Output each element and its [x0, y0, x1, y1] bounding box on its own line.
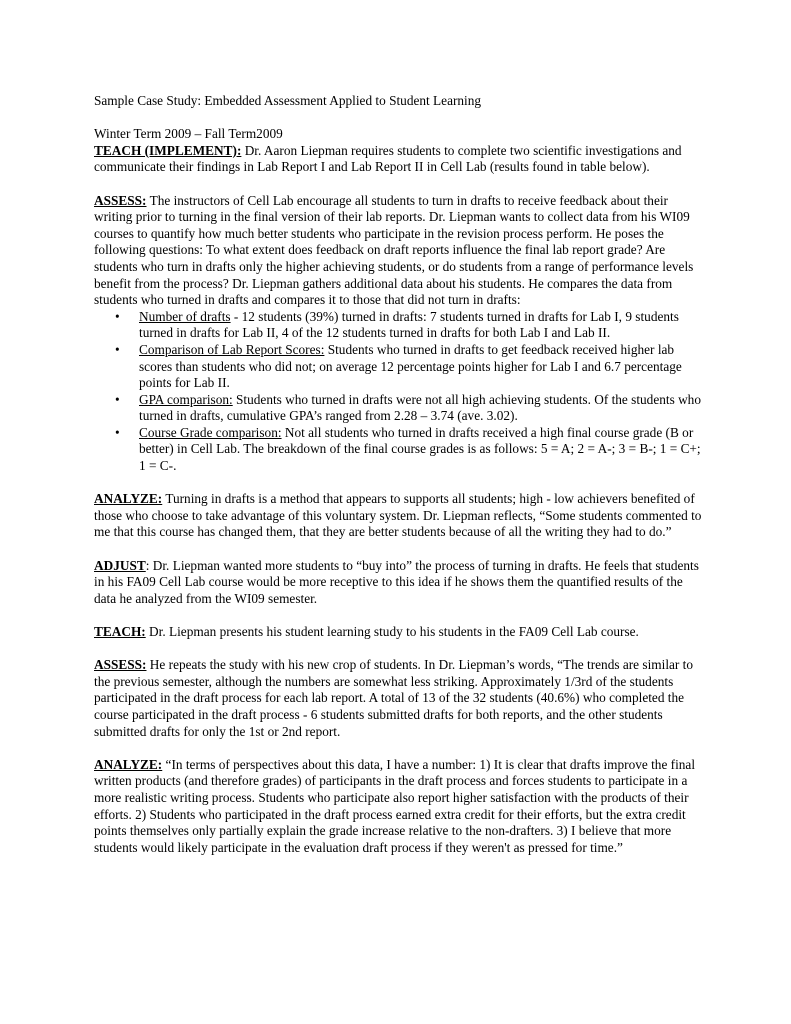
analyze-second-text: “In terms of perspectives about this data, I have a number: 1) It is clear that drafts improve the final written products (and therefore grades) of participants in the draft process and forces students to participate in a more realistic writing process. Students who participate also report higher satisfaction with the products of their efforts. 2) Students who participated in the draft process earned extra credit for their efforts, but the extra credit points themselves only partially explain the grade increase relative to the non-drafters. 3) I believe that more students would likely participate in the evaluation draft process if they weren't as pressed for time.” — [94, 756, 696, 855]
analyze-second-paragraph — [94, 757, 706, 857]
bullet-number-of-drafts — [94, 309, 706, 342]
bullet-text: Students who turned in drafts to get feedback received higher lab scores than students who did not; on average 12 percentage points higher for Lab I and 6.7 percentage points for Lab II. — [139, 341, 682, 391]
document-title: Sample Case Study: Embedded Assessment Applied to Student Learning — [94, 93, 482, 108]
bullet-icon: • — [115, 308, 120, 324]
bullet-text: - 12 students (39%) turned in drafts: 7 students turned in drafts for Lab I, 9 students turned in drafts for Lab II, 4 of the 12 students turned in drafts for both Lab I and Lab II. — [139, 308, 679, 341]
assess-second-text: He repeats the study with his new crop of students. In Dr. Liepman’s words, “The trends are similar to the previous semester, although the numbers are somewhat less striking. Approximately 1/3rd of the students participated in the draft process for each lab report. A total of 13 of the 32 students (40.6%) who completed the course participated in the draft process - 6 students submitted drafts for both reports, and the other students submitted drafts for only the 1st or 2nd report. — [94, 657, 694, 739]
bullet-label: GPA comparison: — [139, 391, 233, 407]
bullet-lab-report-scores — [94, 342, 706, 392]
teach-heading: TEACH: — [94, 624, 146, 639]
analyze-second-heading: ANALYZE: — [94, 756, 163, 772]
bullet-label: Comparison of Lab Report Scores: — [139, 341, 325, 357]
teach-text: Dr. Liepman presents his student learning study to his students in the FA09 Cell Lab course. — [145, 624, 639, 639]
bullet-icon: • — [115, 424, 120, 440]
bullet-icon: • — [115, 391, 120, 407]
teach-implement-text: Dr. Aaron Liepman requires students to complete two scientific investigations and communicate their findings in Lab Report I and Lab Report II in Cell Lab (results found in table below). — [94, 142, 682, 175]
bullet-icon: • — [115, 341, 120, 357]
bullet-text: Students who turned in drafts were not all high achieving students. Of the students who turned in drafts, cumulative GPA’s ranged from 2.28 – 3.74 (ave. 3.02). — [139, 391, 701, 424]
bullet-label: Course Grade comparison: — [139, 424, 282, 440]
analyze-paragraph — [94, 491, 706, 541]
analyze-text: Turning in drafts is a method that appears to supports all students; high - low achievers benefited of those who choose to take advantage of this voluntary system. Dr. Liepman reflects, “Some students commented to me that this course has changed them, that they are better students because of all the writing they had to do.” — [94, 491, 702, 540]
teach-implement-heading: TEACH (IMPLEMENT): — [94, 142, 242, 158]
adjust-heading: ADJUST — [94, 557, 146, 573]
assess-bullet-list — [94, 309, 706, 475]
analyze-heading: ANALYZE: — [94, 491, 163, 507]
term-line: Winter Term 2009 – Fall Term2009 — [94, 126, 283, 142]
assess-heading: ASSESS: — [94, 192, 147, 208]
bullet-course-grade — [94, 425, 706, 475]
bullet-text: Not all students who turned in drafts received a high final course grade (B or better) in Cell Lab. The breakdown of the final course grades is as follows: 5 = A; 2 = A-; 3 = B-; 1 = C+; 1 = C-. — [139, 424, 701, 474]
adjust-paragraph — [94, 558, 706, 608]
document-page — [94, 93, 706, 856]
assess-second-paragraph — [94, 657, 706, 740]
bullet-label: Number of drafts — [139, 308, 231, 324]
teach-paragraph — [94, 624, 706, 641]
bullet-gpa-comparison — [94, 392, 706, 425]
assess-text: The instructors of Cell Lab encourage all students to turn in drafts to receive feedback about their writing prior to turning in the final version of their lab reports. Dr. Liepman wants to collect data from his WI09 courses to quantify how much better students who participate in the revision process perform. He poses the following questions: To what extent does feedback on draft reports influence the final lab report grade? Are students who turn in drafts only the higher achieving students, or do students from a range of performance levels benefit from the process? Dr. Liepman gathers additional data about his students. He compares the data from students who turned in drafts and compares it to those that did not turn in drafts: — [94, 192, 694, 308]
adjust-text: : Dr. Liepman wanted more students to “buy into” the process of turning in drafts. He feels that students in his FA09 Cell Lab course would be more receptive to this idea if he shows them the quantified results of the data he analyzed from the WI09 semester. — [94, 557, 699, 606]
teach-implement-paragraph — [94, 143, 706, 176]
assess-paragraph — [94, 193, 706, 309]
assess-second-heading: ASSESS: — [94, 657, 147, 673]
